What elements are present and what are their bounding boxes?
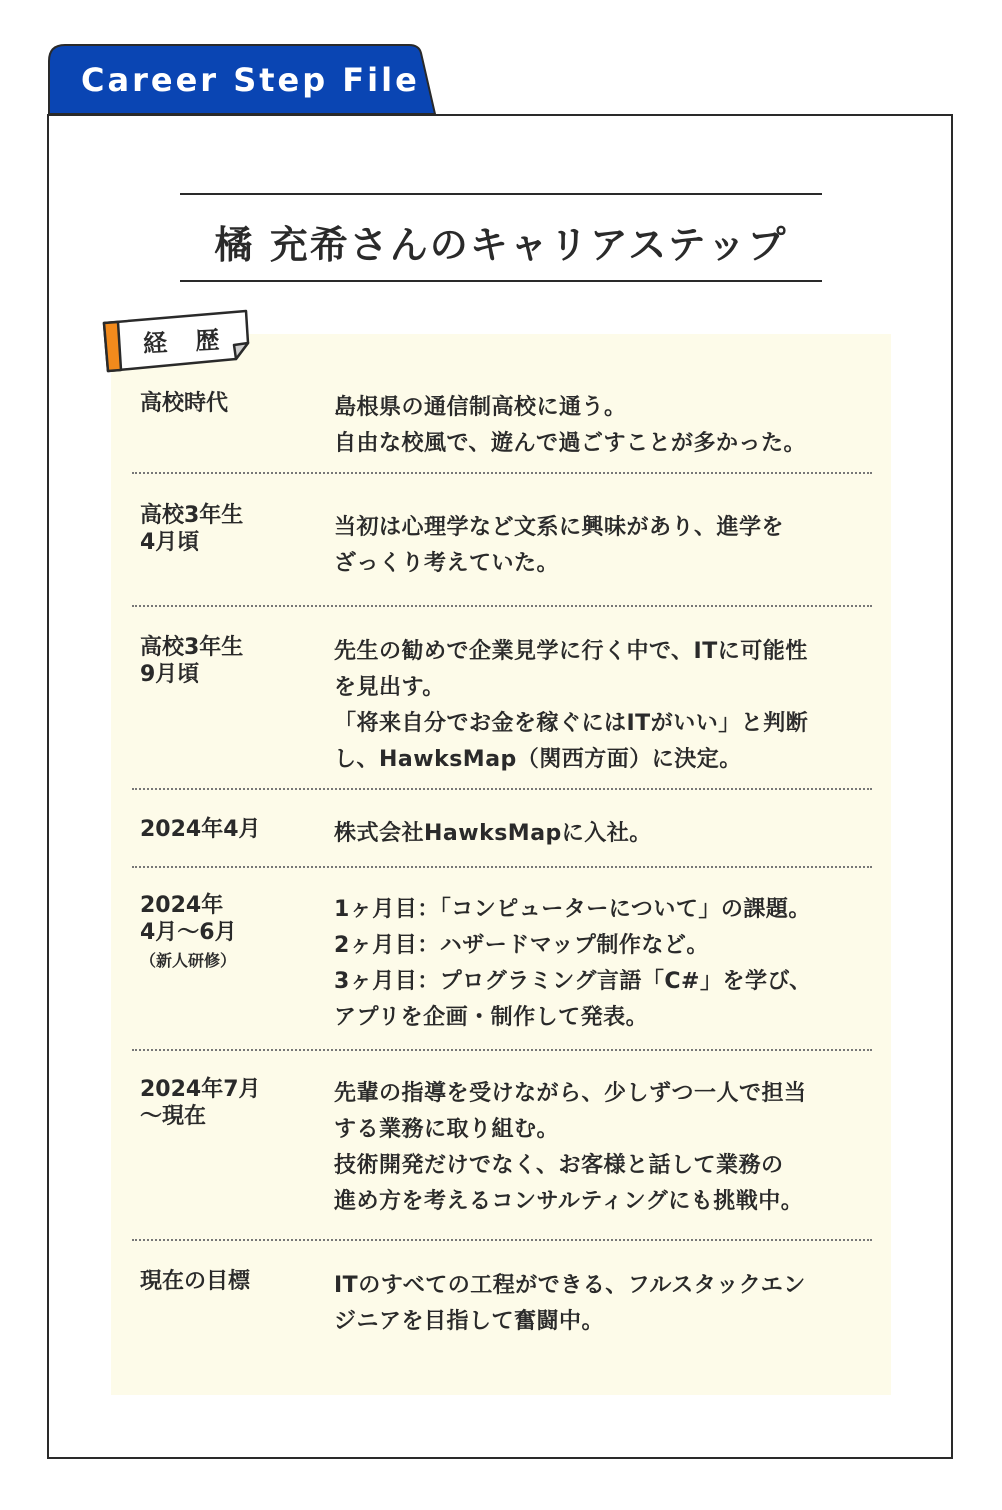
description-line: 当初は心理学など文系に興味があり、進学を — [334, 515, 785, 540]
period-line: 4月頃 — [140, 530, 200, 555]
tab-label: Career Step File — [81, 61, 420, 99]
description-line: を見出す。 — [334, 675, 445, 700]
timeline-description — [334, 892, 874, 1036]
row-divider — [132, 1049, 872, 1051]
description-line: 先生の勧めで企業見学に行く中で、ITに可能性 — [334, 639, 808, 664]
timeline-period — [140, 634, 320, 688]
period-line: 2024年4月 — [140, 817, 261, 842]
row-divider — [132, 472, 872, 474]
description-line: アプリを企画・制作して発表。 — [334, 1005, 649, 1030]
description-line: し、HawksMap（関西方面）に決定。 — [334, 747, 742, 772]
timeline-period — [140, 816, 320, 843]
description-line: 進め方を考えるコンサルティングにも挑戦中。 — [334, 1189, 804, 1214]
timeline-description — [334, 390, 874, 462]
description-line: する業務に取り組む。 — [334, 1117, 560, 1142]
row-divider — [132, 866, 872, 868]
timeline-description — [334, 1076, 874, 1220]
row-divider — [132, 605, 872, 607]
period-line: 高校3年生 — [140, 635, 244, 660]
period-line: 2024年7月 — [140, 1077, 261, 1102]
period-note: （新人研修） — [140, 951, 237, 970]
section-label: 経 歴 — [142, 325, 231, 358]
row-divider — [132, 788, 872, 790]
description-line: ITのすべての工程ができる、フルスタックエン — [334, 1273, 806, 1298]
timeline-description — [334, 634, 874, 778]
period-line: 現在の目標 — [140, 1269, 251, 1294]
period-line: ～現在 — [140, 1104, 207, 1129]
period-line: 4月～6月 — [140, 920, 237, 945]
title-top-rule — [180, 193, 822, 195]
career-step-file-tab — [47, 43, 437, 116]
description-line: 3ヶ月目：プログラミング言語「C#」を学び、 — [334, 969, 812, 994]
description-line: 先輩の指導を受けながら、少しずつ一人で担当 — [334, 1081, 807, 1106]
period-line: 高校時代 — [140, 391, 229, 416]
row-divider — [132, 1239, 872, 1241]
timeline-description — [334, 1268, 874, 1340]
description-line: 2ヶ月目：ハザードマップ制作など。 — [334, 933, 709, 958]
description-line: 「将来自分でお金を稼ぐにはITがいい」と判断 — [334, 711, 809, 736]
description-line: 自由な校風で、遊んで過ごすことが多かった。 — [334, 431, 807, 456]
timeline-panel — [111, 334, 891, 1395]
period-line: 高校3年生 — [140, 503, 244, 528]
description-line: ジニアを目指して奮闘中。 — [334, 1309, 605, 1334]
description-line: 1ヶ月目：「コンピューターについて」の課題。 — [334, 897, 811, 922]
title-bottom-rule — [180, 280, 822, 282]
timeline-description — [334, 816, 874, 852]
timeline-period — [140, 1268, 320, 1295]
timeline-period — [140, 390, 320, 417]
description-line: 島根県の通信制高校に通う。 — [334, 395, 627, 420]
timeline-period — [140, 1076, 320, 1130]
description-line: ざっくり考えていた。 — [334, 551, 560, 576]
page-title: 橘 充希さんのキャリアステップ — [214, 223, 788, 267]
period-line: 9月頃 — [140, 662, 200, 687]
description-line: 技術開発だけでなく、お客様と話して業務の — [334, 1153, 784, 1178]
section-label-tag — [100, 307, 252, 377]
timeline-period — [140, 502, 320, 556]
timeline-period — [140, 892, 320, 976]
description-line: 株式会社HawksMapに入社。 — [334, 821, 652, 846]
period-line: 2024年 — [140, 893, 224, 918]
timeline-description — [334, 510, 874, 582]
